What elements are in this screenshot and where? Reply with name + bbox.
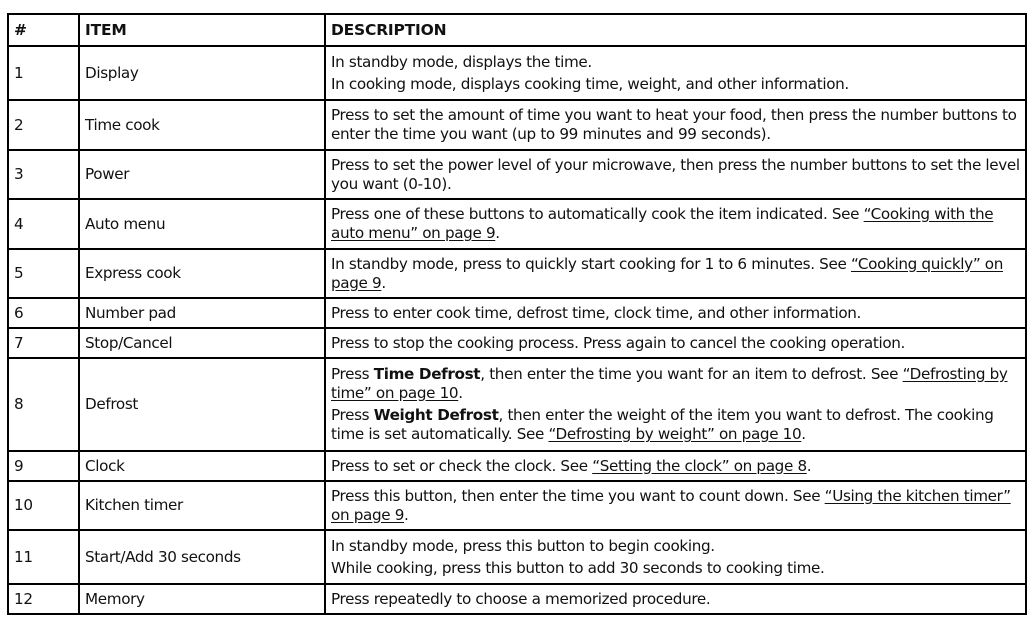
row-item-name: Power <box>79 150 325 199</box>
description-paragraph <box>331 304 1020 323</box>
page-reference-link[interactable]: “Using the kitchen timer” on page 9 <box>331 486 1011 524</box>
header-item: ITEM <box>79 14 325 46</box>
description-text: In standby mode, displays the time. <box>331 52 592 71</box>
row-description <box>325 358 1026 451</box>
table-row <box>8 481 1026 530</box>
row-description <box>325 249 1026 298</box>
page-reference-link[interactable]: “Cooking quickly” on page 9 <box>331 254 1004 292</box>
row-number: 12 <box>8 584 79 614</box>
description-paragraph <box>331 106 1020 144</box>
row-item-name: Express cook <box>79 249 325 298</box>
page-reference-link[interactable]: “Cooking with the auto menu” on page 9 <box>331 205 994 242</box>
row-item-name: Time cook <box>79 100 325 150</box>
row-number: 9 <box>8 451 79 481</box>
description-text: Press to set the amount of time you want to heat your food, then press the number buttons to enter the time you want (up to 99 minutes and 99 seconds). <box>331 106 1017 143</box>
row-description <box>325 199 1026 249</box>
page-reference-link[interactable]: “Defrosting by weight” on page 10 <box>548 425 802 443</box>
row-number: 10 <box>8 481 79 530</box>
row-item-name: Defrost <box>79 358 325 451</box>
description-text: Press one of these buttons to automatically cook the item indicated. See <box>331 205 864 223</box>
description-text: While cooking, press this button to add 30 seconds to cooking time. <box>331 558 825 577</box>
description-text: In standby mode, press this button to begin cooking. <box>331 536 715 555</box>
row-description <box>325 328 1026 358</box>
description-text: Press <box>331 406 374 424</box>
row-item-name: Auto menu <box>79 199 325 249</box>
description-text: . <box>806 456 812 475</box>
row-description <box>325 46 1026 100</box>
row-number: 7 <box>8 328 79 358</box>
row-number: 11 <box>8 530 79 584</box>
row-item-name: Memory <box>79 584 325 614</box>
description-text: Press to enter cook time, defrost time, clock time, and other information. <box>331 303 862 322</box>
controls-reference-table <box>7 13 1027 615</box>
description-text: Press to set or check the clock. See <box>331 456 593 475</box>
description-paragraph <box>331 75 1020 94</box>
table-row <box>8 100 1026 150</box>
table-row <box>8 298 1026 328</box>
description-text: Press repeatedly to choose a memorized procedure. <box>331 589 711 608</box>
table-row <box>8 328 1026 358</box>
row-description <box>325 481 1026 530</box>
description-text: Press this button, then enter the time you want to count down. See <box>331 486 825 505</box>
table-row <box>8 530 1026 584</box>
row-description <box>325 150 1026 199</box>
row-number: 5 <box>8 249 79 298</box>
description-paragraph <box>331 156 1020 194</box>
description-paragraph <box>331 406 1020 444</box>
description-text: . <box>381 273 386 292</box>
button-name-bold: Time Defrost <box>373 365 481 383</box>
table-row <box>8 46 1026 100</box>
description-paragraph <box>331 53 1020 72</box>
table-header-row <box>8 14 1026 46</box>
description-text: Press to stop the cooking process. Press again to cancel the cooking operation. <box>331 333 906 352</box>
description-text: In cooking mode, displays cooking time, weight, and other information. <box>331 74 849 93</box>
description-text: In standby mode, press to quickly start cooking for 1 to 6 minutes. See <box>331 254 851 273</box>
row-number: 3 <box>8 150 79 199</box>
description-paragraph <box>331 205 1020 243</box>
row-item-name: Display <box>79 46 325 100</box>
table-row <box>8 150 1026 199</box>
header-description: DESCRIPTION <box>325 14 1026 46</box>
row-number: 6 <box>8 298 79 328</box>
row-description <box>325 451 1026 481</box>
description-paragraph <box>331 334 1020 353</box>
description-paragraph <box>331 365 1020 403</box>
table-row <box>8 249 1026 298</box>
description-text: . <box>801 425 806 443</box>
description-paragraph <box>331 537 1020 556</box>
row-description <box>325 100 1026 150</box>
description-paragraph <box>331 559 1020 578</box>
row-description <box>325 530 1026 584</box>
table-row <box>8 199 1026 249</box>
description-paragraph <box>331 457 1020 476</box>
description-text: , then enter the weight of the item you want to defrost. The cooking time is set automatically. See <box>331 406 994 443</box>
table-row <box>8 584 1026 614</box>
description-text: Press to set the power level of your microwave, then press the number buttons to set the level you want (0-10). <box>331 155 1020 193</box>
row-item-name: Kitchen timer <box>79 481 325 530</box>
row-number: 2 <box>8 100 79 150</box>
header-number: # <box>8 14 79 46</box>
description-text: Press <box>331 365 374 383</box>
row-description <box>325 584 1026 614</box>
table-body <box>8 46 1026 614</box>
row-number: 4 <box>8 199 79 249</box>
button-name-bold: Weight Defrost <box>373 406 499 424</box>
page-reference-link[interactable]: “Setting the clock” on page 8 <box>592 456 807 475</box>
row-item-name: Number pad <box>79 298 325 328</box>
description-text: . <box>404 505 409 524</box>
description-paragraph <box>331 255 1020 293</box>
table-row <box>8 451 1026 481</box>
description-text: . <box>458 384 463 402</box>
description-paragraph <box>331 590 1020 609</box>
row-description <box>325 298 1026 328</box>
description-text: . <box>495 224 500 242</box>
row-number: 8 <box>8 358 79 451</box>
row-item-name: Start/Add 30 seconds <box>79 530 325 584</box>
row-item-name: Stop/Cancel <box>79 328 325 358</box>
description-text: , then enter the time you want for an item to defrost. See <box>480 365 903 383</box>
row-number: 1 <box>8 46 79 100</box>
description-paragraph <box>331 487 1020 525</box>
page-reference-link[interactable]: “Defrosting by time” on page 10 <box>331 365 1008 402</box>
table-row <box>8 358 1026 451</box>
row-item-name: Clock <box>79 451 325 481</box>
